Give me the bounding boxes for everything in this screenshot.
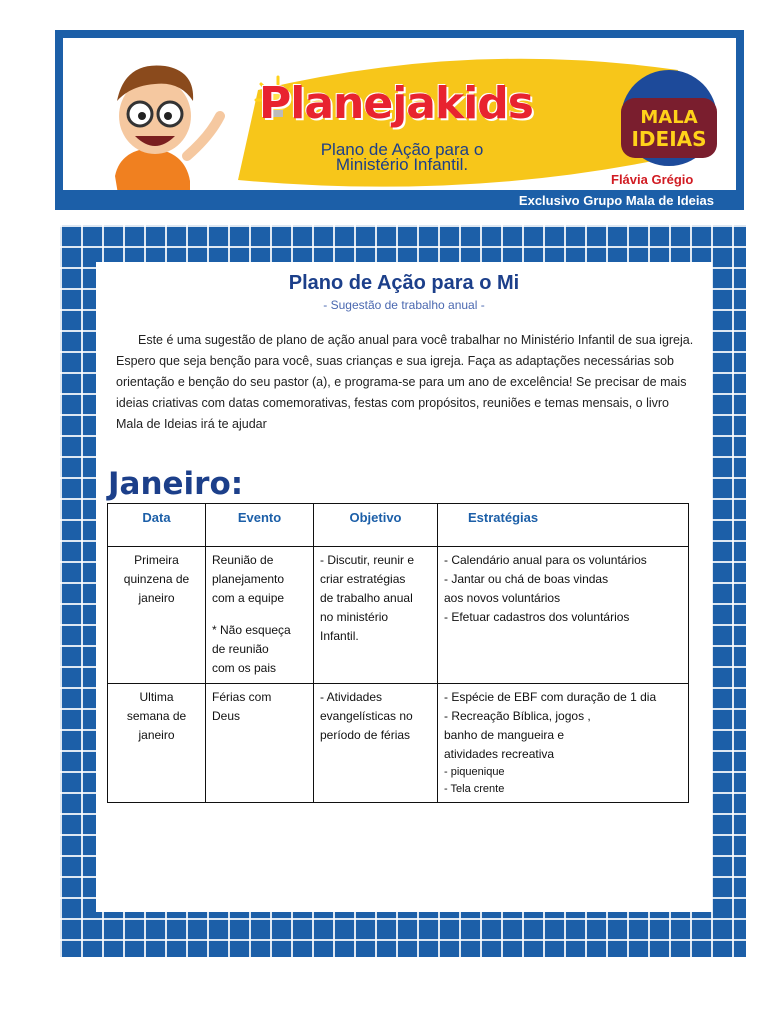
column-header-evento: Evento xyxy=(206,504,314,547)
cell-line: Deus xyxy=(212,709,241,723)
cell-line: no ministério xyxy=(320,610,389,624)
banner-exclusive-text: Exclusivo Grupo Mala de Ideias xyxy=(518,193,714,208)
month-heading: Janeiro: xyxy=(108,466,244,502)
plan-table xyxy=(107,503,689,803)
cell-line: - Atividades xyxy=(320,690,383,704)
cell-line: janeiro xyxy=(138,591,175,605)
cell-evento xyxy=(206,547,314,684)
cell-line: - Recreação Bíblica, jogos , xyxy=(444,709,591,723)
cell-estrategias xyxy=(438,684,689,803)
boy-mascot-illustration xyxy=(95,56,225,190)
cell-objetivo xyxy=(314,684,438,803)
cell-line: criar estratégias xyxy=(320,572,406,586)
cell-estrategias xyxy=(438,547,689,684)
cell-line: Infantil. xyxy=(320,629,359,643)
cell-line: com a equipe xyxy=(212,591,285,605)
logo-text-mala: MALA xyxy=(640,107,698,128)
column-header-objetivo: Objetivo xyxy=(314,504,438,547)
table-row xyxy=(108,684,689,803)
cell-line: Ultima xyxy=(139,690,174,704)
banner-inner xyxy=(63,38,736,190)
cell-line: - Espécie de EBF com duração de 1 dia xyxy=(444,690,657,704)
cell-gap xyxy=(212,608,307,621)
cell-line: evangelísticas no xyxy=(320,709,413,723)
cell-line: - Efetuar cadastros dos voluntários xyxy=(444,610,630,624)
cell-line: com os pais xyxy=(212,661,277,675)
cell-line: Primeira xyxy=(134,553,179,567)
document-intro: Este é uma sugestão de plano de ação anual para você trabalhar no Ministério Infantil de sua igreja. Espero que seja benção para você, suas crianças e sua igreja. Faça as adaptações necessárias sob orientação e benção do seu pastor (a), e programa-se para um ano de excelência! Se precisar de mais ideias criativas com datas comemorativas, festas com propósitos, reuniões e temas mensais, o livro Mala de Ideias irá te ajudar xyxy=(116,333,694,431)
cell-line: * Não esqueça xyxy=(212,623,291,637)
cell-evento xyxy=(206,684,314,803)
cell-line: banho de mangueira e xyxy=(444,728,565,742)
banner-title: Planejakids xyxy=(259,78,533,129)
cell-line: atividades recreativa xyxy=(444,747,555,761)
cell-line: - Discutir, reunir e xyxy=(320,553,415,567)
banner-author: Flávia Grégio xyxy=(611,172,694,187)
document-subtitle: - Sugestão de trabalho anual - xyxy=(323,298,485,312)
document-title: Plano de Ação para o Mi xyxy=(288,272,520,294)
cell-line: semana de xyxy=(126,709,187,723)
logo-text-ideias: IDEIAS xyxy=(631,127,707,151)
cell-line: Férias com xyxy=(212,690,272,704)
cell-line: janeiro xyxy=(138,728,175,742)
cell-line: quinzena de xyxy=(123,572,190,586)
cell-line: - Tela crente xyxy=(444,783,505,795)
cell-line: período de férias xyxy=(320,728,411,742)
cell-objetivo xyxy=(314,547,438,684)
mala-de-ideias-logo xyxy=(611,68,727,168)
header-banner xyxy=(55,30,744,210)
cell-line: aos novos voluntários xyxy=(444,591,561,605)
column-header-estrategias: Estratégias xyxy=(438,504,689,547)
cell-line: - piquenique xyxy=(444,766,505,778)
table-row xyxy=(108,547,689,684)
cell-line: de reunião xyxy=(212,642,269,656)
cell-line: - Jantar ou chá de boas vindas xyxy=(444,572,609,586)
cell-line: - Calendário anual para os voluntários xyxy=(444,553,647,567)
table-header-row xyxy=(108,504,689,547)
banner-subtitle xyxy=(277,142,527,172)
column-header-data: Data xyxy=(108,504,206,547)
cell-line: de trabalho anual xyxy=(320,591,413,605)
banner-subtitle-line-1: Plano de Ação para o xyxy=(320,140,484,159)
banner-subtitle-line-2: Ministério Infantil. xyxy=(335,155,469,174)
cell-data xyxy=(108,684,206,803)
cell-line: planejamento xyxy=(212,572,285,586)
cell-line: Reunião de xyxy=(212,553,274,567)
cell-data xyxy=(108,547,206,684)
